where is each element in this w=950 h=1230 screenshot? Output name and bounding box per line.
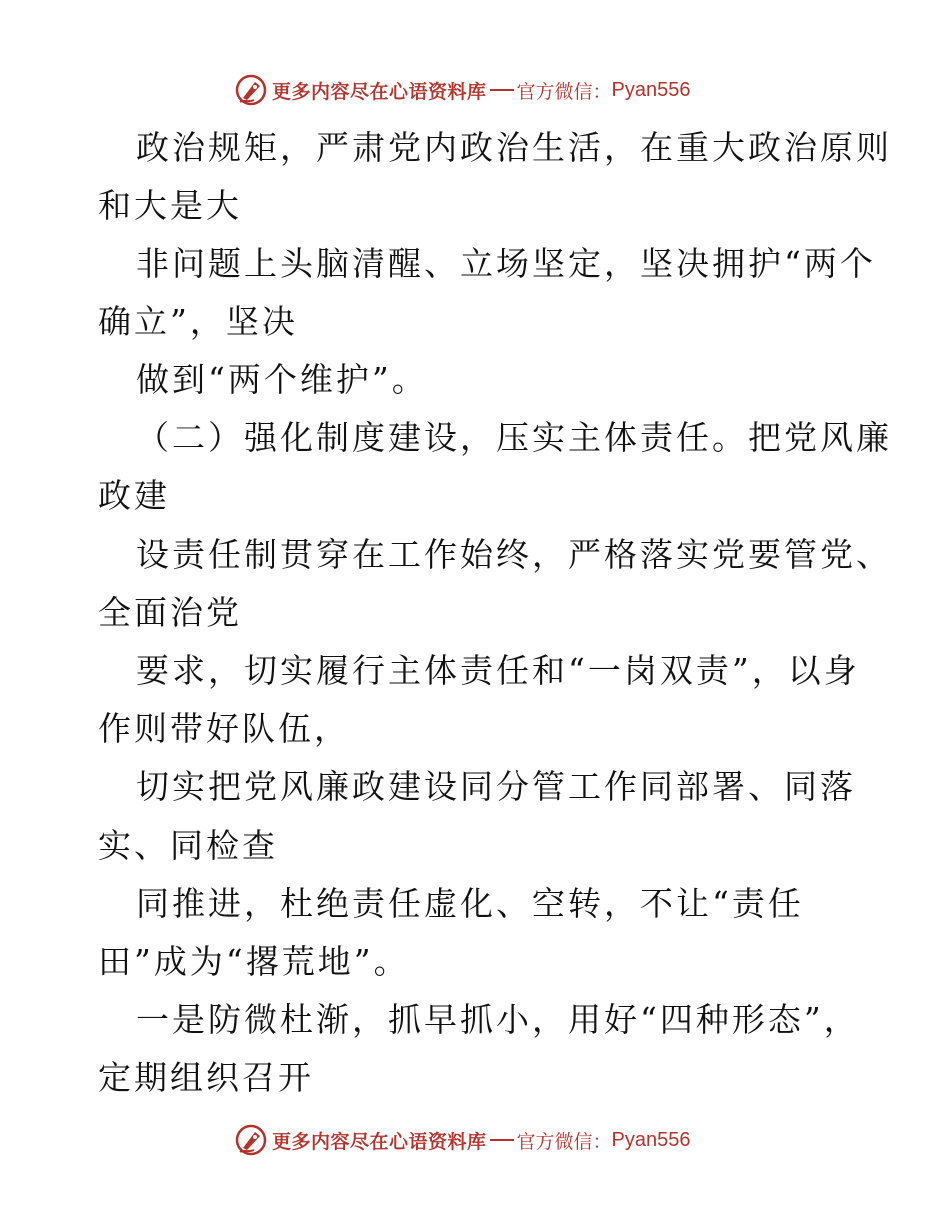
footer-watermark — [234, 1122, 691, 1158]
body-text-line: 政治规矩，严肃党内政治生活，在重大政治原则 — [136, 128, 892, 167]
watermark-official-label: 官方微信： — [516, 1130, 612, 1153]
body-text-line: 田”成为“撂荒地”。 — [98, 942, 410, 981]
watermark-wechat-id: Pyan556 — [611, 1128, 691, 1151]
watermark-title: 更多内容尽在心语资料库 — [272, 1130, 487, 1153]
body-text-line: 要求，切实履行主体责任和“一岗双责”，以身 — [136, 651, 860, 690]
body-text-line: 确立”，坚决 — [98, 302, 298, 341]
body-text-line: 全面治党 — [98, 593, 242, 632]
watermark-title: 更多内容尽在心语资料库 — [272, 80, 487, 103]
pen-nib-logo-icon — [234, 1123, 268, 1157]
body-text-line: （二）强化制度建设，压实主体责任。把党风廉 — [136, 418, 892, 457]
body-text-line: 切实把党风廉政建设同分管工作同部署、同落 — [136, 767, 856, 806]
body-text-line: 做到“两个维护”。 — [136, 360, 428, 399]
body-text-line: 非问题上头脑清醒、立场坚定，坚决拥护“两个 — [136, 244, 876, 283]
body-text-line: 实、同检查 — [98, 826, 278, 865]
body-text-line: 设责任制贯穿在工作始终，严格落实党要管党、 — [136, 535, 892, 574]
body-text-line: 同推进，杜绝责任虚化、空转，不让“责任 — [136, 884, 804, 923]
watermark-official-label: 官方微信： — [516, 80, 612, 103]
watermark-dash — [490, 89, 514, 91]
body-text-line: 和大是大 — [98, 186, 242, 225]
watermark-wechat-id: Pyan556 — [611, 78, 691, 101]
watermark-dash — [490, 1139, 514, 1141]
pen-nib-logo-icon — [234, 73, 268, 107]
body-text-line: 定期组织召开 — [98, 1058, 314, 1097]
header-watermark — [234, 72, 691, 108]
body-text-line: 作则带好队伍， — [98, 709, 350, 748]
body-text-line: 一是防微杜渐，抓早抓小，用好“四种形态”， — [136, 1000, 860, 1039]
body-text-line: 政建 — [98, 476, 170, 515]
